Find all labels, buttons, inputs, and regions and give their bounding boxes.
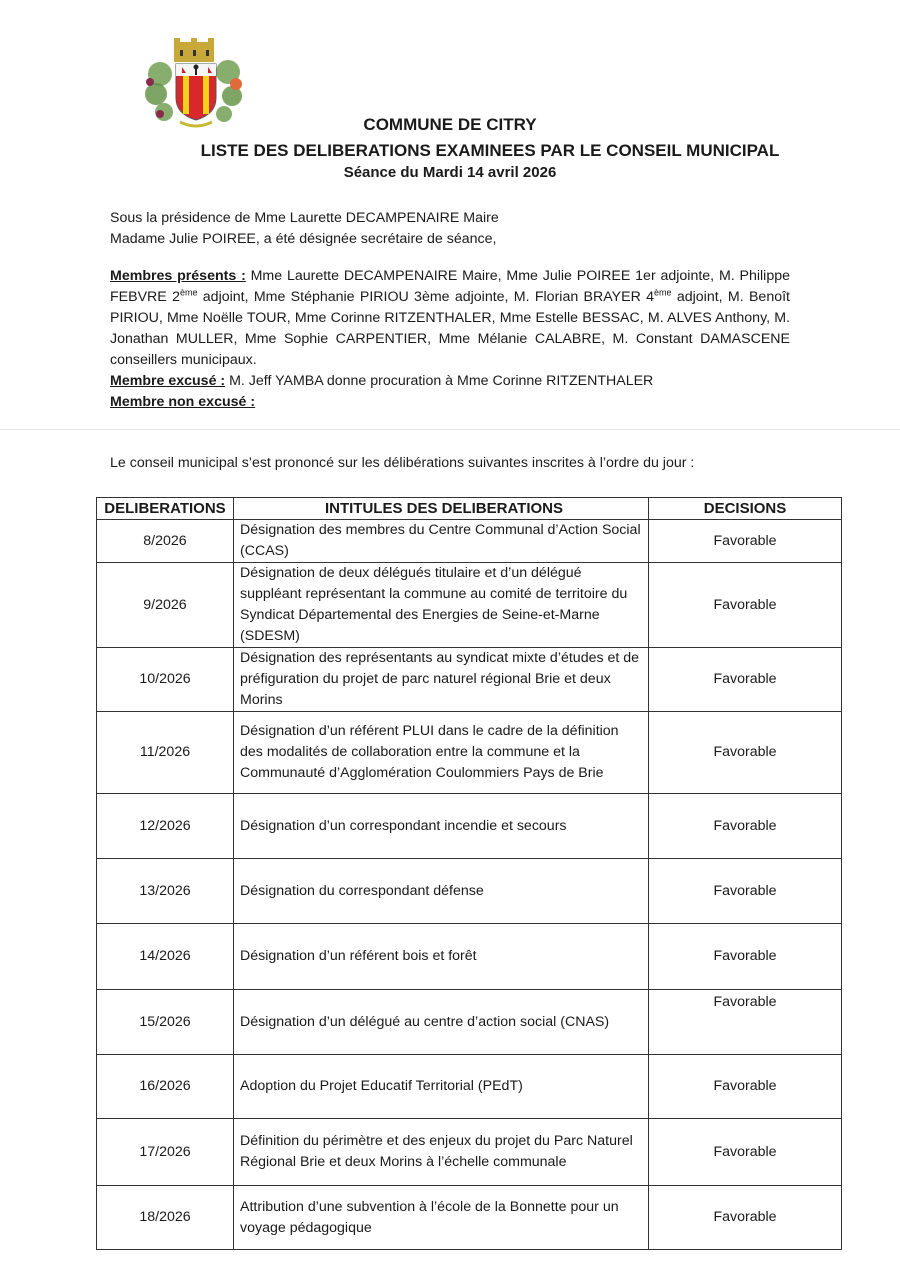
table-row: 11/2026 Désignation d’un référent PLUI dans le cadre de la définition des modalités de collaboration entre la commune et la Communauté d’Agglomération Coulommiers Pays de Brie Favorable — [97, 712, 842, 794]
deliberations-table — [96, 497, 842, 1250]
table-header-row — [97, 498, 842, 520]
members-present: Membres présents : Mme Laurette DECAMPENAIRE Maire, Mme Julie POIREE 1er adjointe, M. Philippe FEBVRE 2ème adjoint, Mme Stéphanie PIRIOU 3ème adjointe, M. Florian BRAYER 4ème adjoint, M. Benoît PIRIOU, Mme Noëlle TOUR, Mme Corinne RITZENTHALER, Mme Estelle BESSAC, M. ALVES Anthony, M. Jonathan MULLER, Mme Sophie CARPENTIER, Mme Mélanie CALABRE, M. Constant DAMASCENE conseillers municipaux. — [110, 268, 790, 368]
member-excused: Membre excusé : M. Jeff YAMBA donne procuration à Mme Corinne RITZENTHALER — [110, 373, 654, 389]
presidence-line: Sous la présidence de Mme Laurette DECAMPENAIRE Maire — [110, 210, 499, 226]
table-row: 9/2026 Désignation de deux délégués titulaire et d’un délégué suppléant représentant la commune au comité de territoire du Syndicat Départemental des Energies de Seine-et-Marne (SDESM) Favorable — [97, 563, 842, 648]
commune-name: COMMUNE DE CITRY — [363, 115, 537, 134]
session-date: Séance du Mardi 14 avril 2026 — [343, 164, 557, 181]
table-row: 17/2026 Définition du périmètre et des enjeux du projet du Parc Naturel Régional Brie et deux Morins à l’échelle communale Favorable — [97, 1119, 842, 1186]
table-row: 14/2026 Désignation d’un référent bois et forêt Favorable — [97, 924, 842, 990]
header-decisions: DECISIONS — [649, 498, 842, 520]
document-title: LISTE DES DELIBERATIONS EXAMINEES PAR LE CONSEIL MUNICIPAL — [200, 141, 780, 160]
members-block — [110, 266, 790, 413]
lead-sentence: Le conseil municipal s’est prononcé sur les délibérations suivantes inscrites à l’ordre du jour : — [110, 455, 695, 471]
table-row: 13/2026 Désignation du correspondant défense Favorable — [97, 859, 842, 924]
table-row: 8/2026 Désignation des membres du Centre Communal d’Action Social (CCAS) Favorable — [97, 520, 842, 563]
presidence-block — [110, 208, 810, 250]
header-intitules: INTITULES DES DELIBERATIONS — [234, 498, 649, 520]
table-row: 15/2026 Désignation d’un délégué au centre d’action social (CNAS) Favorable — [97, 990, 842, 1055]
table-row: 10/2026 Désignation des représentants au syndicat mixte d’études et de préfiguration du projet de parc naturel régional Brie et deux Morins Favorable — [97, 648, 842, 712]
table-row: 16/2026 Adoption du Projet Educatif Territorial (PEdT) Favorable — [97, 1055, 842, 1119]
table-row: 12/2026 Désignation d’un correspondant incendie et secours Favorable — [97, 794, 842, 859]
member-not-excused — [110, 392, 790, 413]
members-present-label: Membres présents : — [110, 268, 246, 284]
member-excused-label: Membre excusé : — [110, 373, 226, 389]
member-not-excused-label: Membre non excusé : — [110, 394, 256, 410]
secretaire-line: Madame Julie POIREE, a été désignée secrétaire de séance, — [110, 231, 497, 247]
table-row: 18/2026 Attribution d’une subvention à l’école de la Bonnette pour un voyage pédagogique Favorable — [97, 1186, 842, 1250]
header-deliberations: DELIBERATIONS — [97, 498, 234, 520]
page-separator — [0, 429, 900, 430]
